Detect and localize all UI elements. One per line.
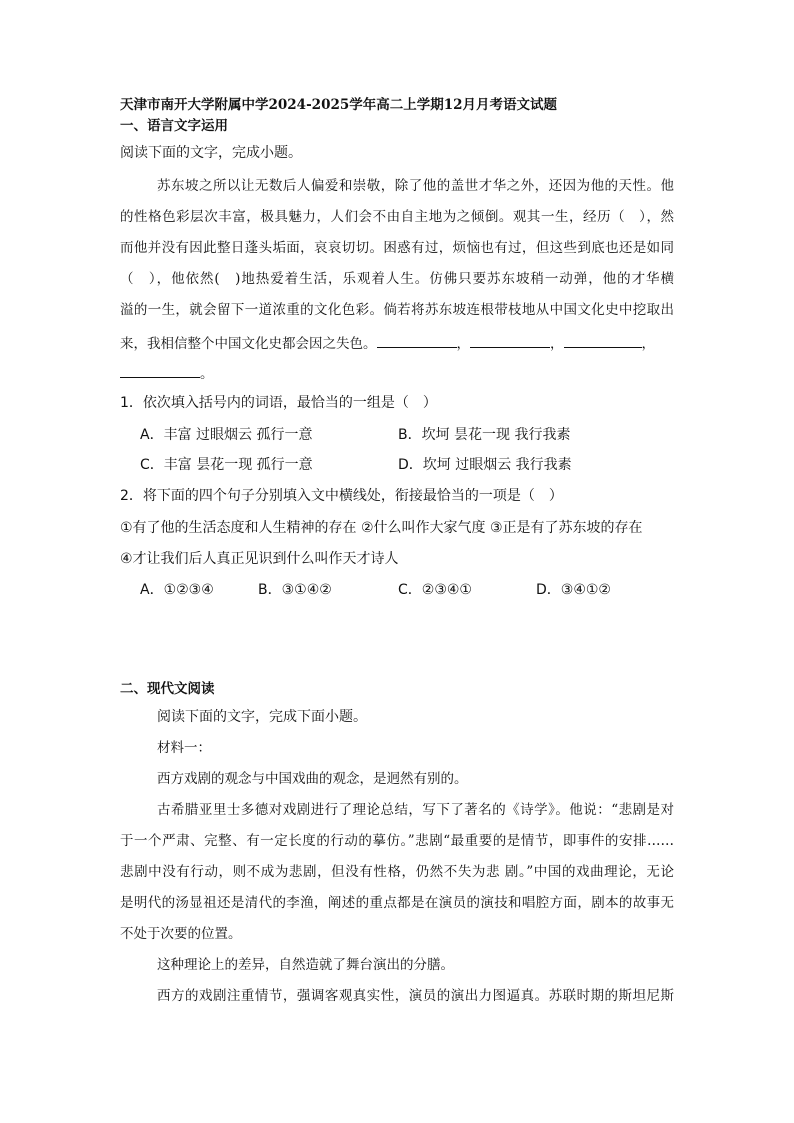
passage-line-7 [120,365,214,382]
blank-separator-1: ， [456,336,470,352]
blank-separator-2: ， [550,336,564,352]
material-para-2-line-2: 于一个严肃、完整、有一定长度的行动的摹仿。”悲剧“最重要的是情节，即事件的安排…… [120,833,674,849]
question-1-option-c[interactable]: C．丰富 昙花一现 孤行一意 [140,457,313,473]
material-para-4-line-1: 西方的戏剧注重情节，强调客观真实性，演员的演出力图逼真。苏联时期的斯坦尼斯 [157,988,674,1004]
answer-blank-4[interactable] [120,365,200,378]
section-heading-2: 二、现代文阅读 [120,681,215,697]
material-para-2-line-4: 是明代的汤显祖还是清代的李渔，阐述的重点都是在演员的演技和唱腔方面，剧本的故事无 [120,895,674,911]
blank-separator-3: ， [641,336,655,352]
passage-line-6-text: 来，我相信整个中国文化史都会因之失色。 [120,336,377,352]
question-2-stem: 2．将下面的四个句子分别填入文中横线处，衔接最恰当的一项是（ ） [120,488,563,504]
question-2-option-c[interactable]: C．②③④① [398,582,472,598]
material-para-3: 这种理论上的差异，自然造就了舞台演出的分膳。 [157,957,454,973]
question-2-sentences-2: ④才让我们后人真正见识到什么叫作天才诗人 [120,551,399,567]
passage-line-6 [120,335,655,352]
question-1-stem: 1．依次填入括号内的词语，最恰当的一组是（ ） [120,395,437,411]
passage-line-5: 溢的一生，就会留下一道浓重的文化色彩。倘若将苏东坡连根带枝地从中国文化史中挖取出 [120,302,674,318]
passage-line-1: 苏东坡之所以让无数后人偏爱和崇敬，除了他的盖世才华之外，还因为他的天性。他 [157,178,674,194]
passage-line-4: （ ），他依然( )地热爱着生活，乐观着人生。仿佛只要苏东坡稍一动弹，他的才华横 [120,271,674,287]
material-para-2-line-1: 古希腊亚里士多德对戏剧进行了理论总结，写下了著名的《诗学》。他说：“悲剧是对 [157,802,674,818]
answer-blank-3[interactable] [564,335,642,348]
material-para-2-line-5: 不处于次要的位置。 [120,926,242,942]
answer-blank-1[interactable] [377,335,457,348]
answer-blank-2[interactable] [470,335,550,348]
question-2-sentences-1: ①有了他的生活态度和人生精神的存在 ②什么叫作大家气度 ③正是有了苏东坡的存在 [120,520,643,536]
passage-line-2: 的性格色彩层次丰富，极具魅力，人们会不由自主地为之倾倒。观其一生，经历（ ），然 [120,209,674,225]
material-label: 材料一： [157,740,211,756]
document-title: 天津市南开大学附属中学2024-2025学年高二上学期12月月考语文试题 [120,97,558,113]
material-para-1: 西方戏剧的观念与中国戏曲的观念，是迥然有别的。 [157,771,468,787]
section-heading-1: 一、语言文字运用 [120,118,228,134]
material-para-2-line-3: 悲剧中没有行动，则不成为悲剧，但没有性格，仍然不失为悲 剧。”中国的戏曲理论，无论 [120,864,674,880]
question-1-option-b[interactable]: B．坎坷 昙花一现 我行我素 [398,427,571,443]
question-1-option-d[interactable]: D．坎坷 过眼烟云 我行我素 [398,457,572,473]
question-2-option-b[interactable]: B．③①④② [258,582,332,598]
question-2-option-a[interactable]: A．①②③④ [140,582,214,598]
passage-end-mark: 。 [200,366,214,382]
question-1-option-a[interactable]: A．丰富 过眼烟云 孤行一意 [140,427,313,443]
question-2-option-d[interactable]: D．③④①② [536,582,611,598]
instruction-1: 阅读下面的文字，完成小题。 [120,145,302,161]
passage-line-3: 而他并没有因此整日蓬头垢面，哀哀切切。困惑有过，烦恼也有过，但这些到底也还是如同 [120,240,674,256]
instruction-2: 阅读下面的文字，完成下面小题。 [157,709,367,725]
